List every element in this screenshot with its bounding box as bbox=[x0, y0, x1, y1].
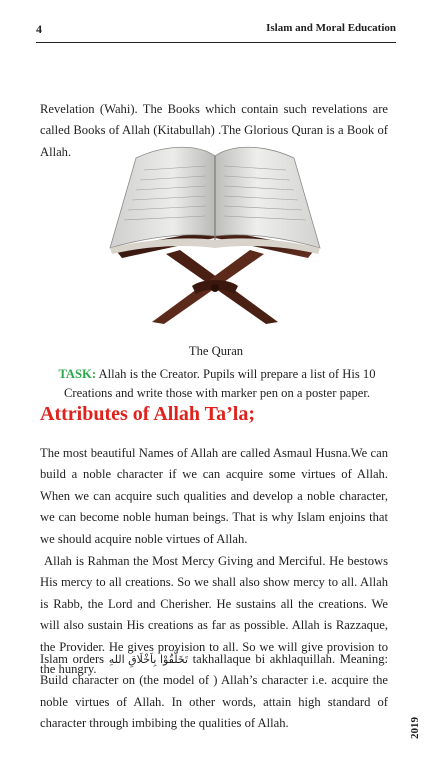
paragraph-takhallaque bbox=[40, 649, 388, 735]
page-header bbox=[36, 22, 396, 40]
task-label: TASK: bbox=[58, 367, 97, 381]
arabic-phrase: تَخَلَّقُوْا بِاَخْلَاقِ اللهِ bbox=[108, 652, 189, 666]
page-number: 4 bbox=[36, 22, 42, 36]
open-book bbox=[110, 147, 320, 254]
section-heading: Attributes of Allah Ta’la; bbox=[40, 403, 256, 425]
p4-text-before: Islam orders bbox=[40, 651, 109, 666]
task-box bbox=[46, 365, 388, 403]
year-marker bbox=[408, 708, 422, 748]
intro-paragraph: Revelation (Wahi). The Books which contain such revelations are called Books of Allah (Kitabullah) .The Glorious Quran is a Book of Allah. bbox=[40, 101, 388, 159]
running-title: Islam and Moral Education bbox=[266, 22, 396, 34]
quran-illustration bbox=[74, 136, 356, 332]
header-rule bbox=[36, 42, 396, 43]
paragraph-asmaul-husna: The most beautiful Names of Allah are called Asmaul Husna.We can build a noble character if we can acquire some virtues of Allah. When we can acquire such qualities and develop a noble character, we can become noble human beings. That is why Islam enjoins that we should acquire noble virtues of Allah. bbox=[40, 445, 388, 546]
year-text: 2019 bbox=[409, 717, 421, 739]
p4-text-after: takhallaque bi akhlaquillah. Meaning: Build character on (the model of ) Allah’s character i.e. acquire the noble virtues of Allah. In other words, attain high standard of character through imbibing the qualities of Allah. bbox=[40, 651, 388, 731]
paragraph-mercy: Allah is Rahman the Most Mercy Giving and Merciful. He bestows His mercy to all creations. So we shall also show mercy to all. Allah is Rabb, the Lord and Cherisher. He sustains all the creations. We will also sustain His creations as far as possible. Allah is Razzaque, the Provider. He gives provision to all. So we will give provision to the hungry. bbox=[40, 553, 388, 676]
task-text: Allah is the Creator. Pupils will prepare a list of His 10 Creations and write those with marker pen on a poster paper. bbox=[63, 367, 376, 400]
figure-caption: The Quran bbox=[188, 344, 244, 358]
